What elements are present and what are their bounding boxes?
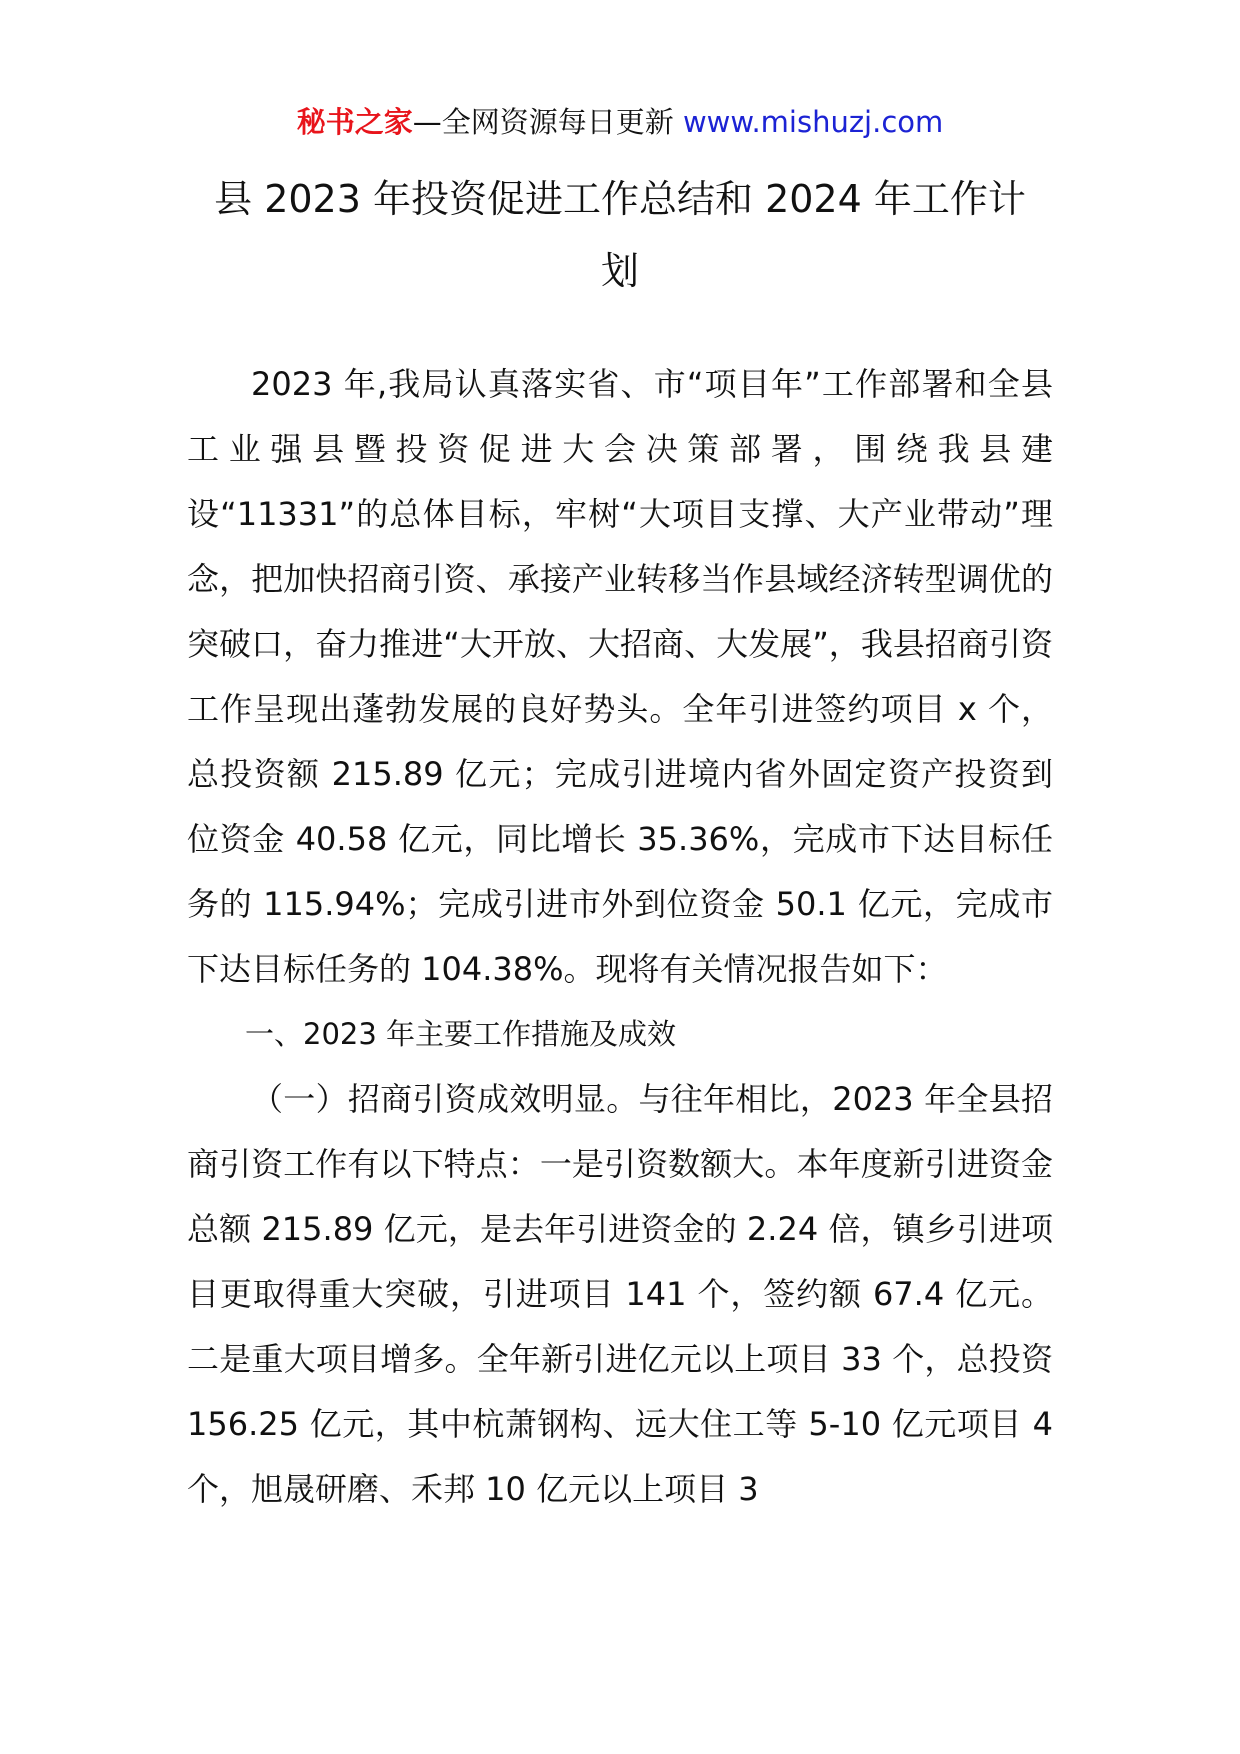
intro-paragraph: 2023 年,我局认真落实省、市“项目年”工作部署和全县工业强县暨投资促进大会决策部署，围绕我县建设“11331”的总体目标，牢树“大项目支撑、大产业带动”理念，把加快招商引资、承接产业转移当作县域经济转型调优的突破口，奋力推进“大开放、大招商、大发展”，我县招商引资工作呈现出蓬勃发展的良好势头。全年引进签约项目 x 个，总投资额 215.89 亿元；完成引进境内省外固定资产投资到位资金 40.58 亿元，同比增长 35.36%，完成市下达目标任务的 115.94%；完成引进市外到位资金 50.1 亿元，完成市下达目标任务的 104.38%。现将有关情况报告如下： — [187, 365, 1053, 988]
section-heading: 一、2023 年主要工作措施及成效 — [245, 1017, 677, 1051]
site-url[interactable]: www.mishuzj.com — [682, 105, 944, 139]
page-header — [0, 101, 1240, 143]
header-slogan: —全网资源每日更新 — [412, 105, 674, 139]
document-body — [187, 352, 1053, 1522]
section-paragraph: （一）招商引资成效明显。与往年相比，2023 年全县招商引资工作有以下特点：一是引资数额大。本年度新引进资金总额 215.89 亿元，是去年引进资金的 2.24 倍，镇乡引进项目更取得重大突破，引进项目 141 个，签约额 67.4 亿元。二是重大项目增多。全年新引进亿元以上项目 33 个，总投资 156.25 亿元，其中杭萧钢构、远大住工等 5-10 亿元项目 4 个，旭晟研磨、禾邦 10 亿元以上项目 3 — [187, 1080, 1053, 1508]
brand-name: 秘书之家 — [296, 105, 413, 139]
document-title: 县 2023 年投资促进工作总结和 2024 年工作计划 — [214, 177, 1026, 293]
